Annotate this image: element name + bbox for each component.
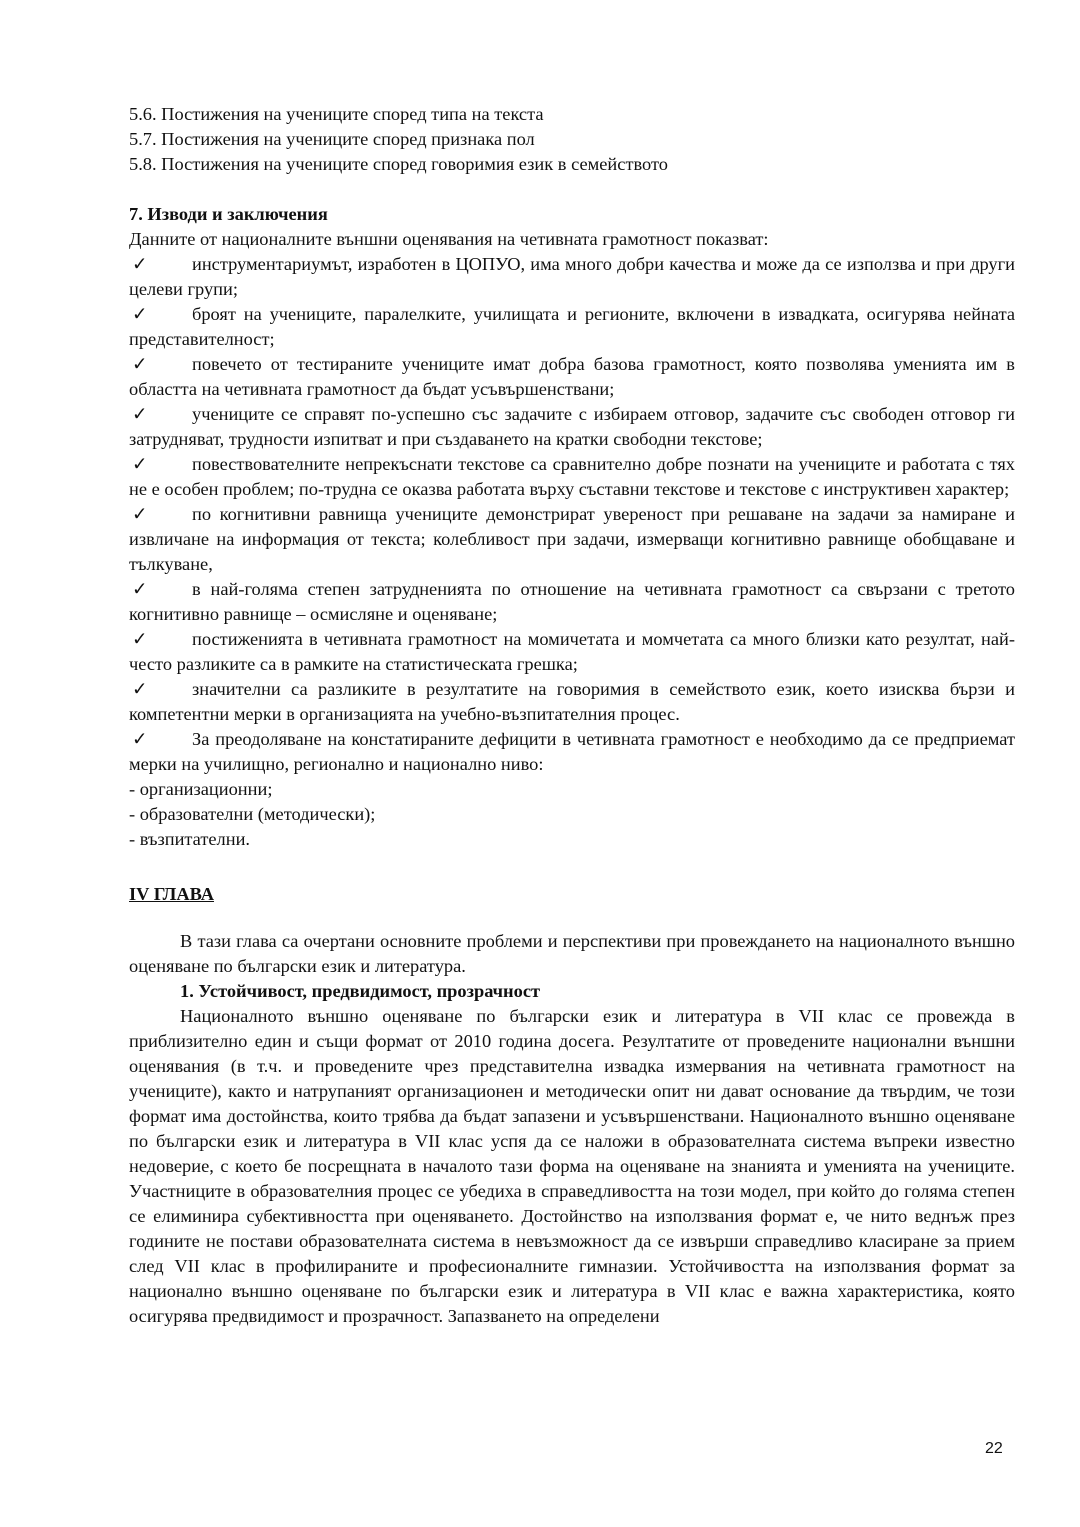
conclusion-text: в най-голяма степен затрудненията по отношение на четивната грамотност са свързани с третото когнитивно равнище – осмисляне и оценяване;: [129, 579, 1015, 624]
checkmark-icon: ✓: [132, 354, 148, 374]
measure-item: - организационни;: [129, 779, 273, 799]
measure-item: - образователни (методически);: [129, 804, 376, 824]
conclusion-item: [129, 352, 1015, 402]
conclusion-item: [129, 402, 1015, 452]
conclusion-text: постиженията в четивната грамотност на момичетата и момчетата са много близки като резултат, най-често разликите са в рамките на статистическата грешка;: [129, 629, 1015, 674]
measure-item: - възпитателни.: [129, 829, 251, 849]
conclusion-text: значителни са разликите в резултатите на говоримия в семейството език, което изисква бързи и компетентни мерки в организацията на учебно-възпитателния процес.: [129, 679, 1015, 724]
toc-line-5-6: 5.6. Постижения на учениците според типа на текста: [129, 104, 544, 124]
page-number: 22: [985, 1440, 1003, 1457]
conclusion-item: [129, 452, 1015, 502]
measures-list: [129, 777, 1015, 852]
chapter-heading: IV ГЛАВА: [129, 884, 215, 904]
checkmark-icon: ✓: [132, 629, 148, 649]
conclusion-item: [129, 577, 1015, 627]
checkmark-icon: ✓: [132, 304, 148, 324]
checkmark-icon: ✓: [132, 454, 148, 474]
subsection-heading: 1. Устойчивост, предвидимост, прозрачност: [180, 981, 541, 1001]
conclusion-item: [129, 677, 1015, 727]
chapter-body: Националното външно оценяване по български език и литература в VII клас се провежда в приблизително един и същи формат от 2010 година досега. Резултатите от проведените национални външни оценявания (в т.ч. и проведените чрез представителна извадка измервания на четивната грамотност на учениците), както и натрупаният организационен и методически опит ни дават основание да твърдим, че този формат има достойнства, които трябва да бъдат запазени и усъвършенствани. Националното външно оценяване по български език и литература в VII клас успя да се наложи в образователната система въпреки известно недоверие, с което бе посрещната в началото тази форма на оценяване на знанията и уменията на учениците. Участниците в образователния процес се убедиха в справедливостта на този модел, при който до голяма степен се елиминира субективността при оценяването. Достойнство на използвания формат е, че нито веднъж през годините не постави образователната система в невъзможност да се извърши справедливо класиране за прием след VII клас в профилираните и професионалните гимназии. Устойчивостта на използвания формат за национално външно оценяване по български език и литература в VII клас е важна характеристика, която осигурява предвидимост и прозрачност. Запазването на определени: [129, 1006, 1015, 1326]
checkmark-icon: ✓: [132, 729, 148, 749]
checkmark-icon: ✓: [132, 679, 148, 699]
conclusion-text: по когнитивни равнища учениците демонстрират увереност при решаване на задачи за намиране и извличане на информация от текста; колебливост при задачи, измерващи когнитивно равнище обобщаване и тълкуване,: [129, 504, 1015, 574]
document-page: [129, 102, 1015, 1329]
conclusion-item: [129, 302, 1015, 352]
conclusion-item: [129, 252, 1015, 302]
chapter-four: [129, 882, 1015, 1329]
conclusion-item: [129, 627, 1015, 677]
conclusion-text: повествователните непрекъснати текстове са сравнително добре познати на учениците и работата с тях не е особен проблем; по-трудна се оказва работата върху съставни текстове и текстове с инструктивен характер;: [129, 454, 1015, 499]
toc-line-5-8: 5.8. Постижения на учениците според говоримия език в семейството: [129, 154, 668, 174]
checkmark-icon: ✓: [132, 254, 148, 274]
checkmark-icon: ✓: [132, 579, 148, 599]
section-heading: 7. Изводи и заключения: [129, 204, 328, 224]
conclusion-text: повечето от тестираните учениците имат добра базова грамотност, която позволява уменията им в областта на четивната грамотност да бъдат усъвършенствани;: [129, 354, 1015, 399]
conclusion-text: броят на учениците, паралелките, училищата и регионите, включени в извадката, осигурява нейната представителност;: [129, 304, 1015, 349]
checkmark-icon: ✓: [132, 504, 148, 524]
conclusion-item: [129, 502, 1015, 577]
chapter-intro: В тази глава са очертани основните проблеми и перспективи при провеждането на националното външно оценяване по български език и литература.: [129, 931, 1015, 976]
conclusion-item: [129, 727, 1015, 777]
toc-line-5-7: 5.7. Постижения на учениците според признака пол: [129, 129, 535, 149]
conclusion-text: инструментариумът, изработен в ЦОПУО, има много добри качества и може да се използва и при други целеви групи;: [129, 254, 1015, 299]
checkmark-icon: ✓: [132, 404, 148, 424]
conclusion-text: учениците се справят по-успешно със задачите с избираем отговор, задачите със свободен отговор ги затрудняват, трудности изпитват и при създаването на кратки свободни текстове;: [129, 404, 1015, 449]
section-intro: Данните от националните външни оценявания на четивната грамотност показват:: [129, 229, 769, 249]
toc-list: [129, 102, 1015, 177]
conclusions-list: [129, 252, 1015, 777]
section-conclusions: [129, 202, 1015, 852]
conclusion-text: За преодоляване на констатираните дефицити в четивната грамотност е необходимо да се предприемат мерки на училищно, регионално и национално ниво:: [129, 729, 1015, 774]
